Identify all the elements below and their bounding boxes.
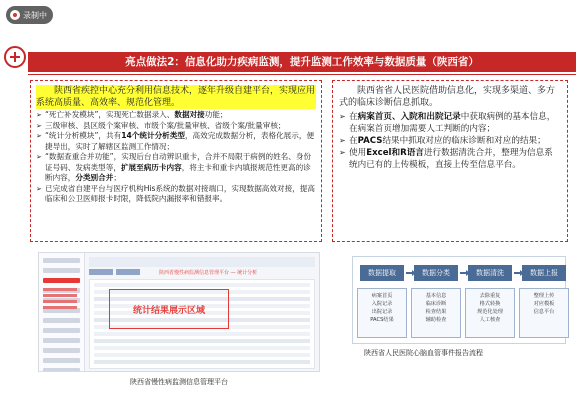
list-item: ➢ “死亡补发模块”，实现死亡数据录入、数据对接功能； xyxy=(36,110,316,121)
flow-column-3: 去除重复 格式转换 规范化处理 人工核查 xyxy=(465,288,515,338)
left-bullet-list xyxy=(36,110,316,205)
cdc-logo xyxy=(4,46,26,68)
list-item: ➢ 使用Excel和R语言进行数据清洗合并，整理为信息系统内已有的上传模板，直接上传至信息平台。 xyxy=(339,147,561,171)
list-item: ➢ 在病案首页、入院和出院记录中获取病例的基本信息，在病案首页增加需要人工判断的内容； xyxy=(339,111,561,135)
flow-column-4: 整理上传 对应模板 信息平台 xyxy=(519,288,569,338)
flow-column-2: 基本信息 临床诊断 检查结果 辅助检查 xyxy=(411,288,461,338)
recording-label: 录制中 xyxy=(23,10,47,20)
screenshot-tabs xyxy=(89,269,140,275)
flow-step-3: 数据清洗 xyxy=(468,265,512,281)
slide-title: 亮点做法2：信息化助力疾病监测，提升监测工作效率与数据质量（陕西省） xyxy=(28,52,576,72)
list-item: ➢ “数据查重合并功能”，实现后台自动辨识重卡，合并不局限于病例的姓名、身份证号码、发病类型等，扩展至病历卡内容，将主卡和重卡内填报规范性更高的诊断内容，分类别合并； xyxy=(36,152,316,184)
list-item: ➢ 在PACS结果中抓取对应的临床诊断和对应的结果； xyxy=(339,135,561,147)
platform-screenshot xyxy=(38,252,320,372)
flow-step-2: 数据分类 xyxy=(414,265,458,281)
caption-left: 陕西省慢性病监测信息管理平台 xyxy=(130,378,228,386)
screenshot-header-text: 陕西省慢性病监测信息管理平台 — 统计分析 xyxy=(159,270,258,276)
left-intro: 陕西省疾控中心充分利用信息技术，逐年升级自建平台，实现应用系统高质量、高效率、规范化管理。 xyxy=(36,86,316,108)
flow-step-4: 数据上报 xyxy=(522,265,566,281)
record-icon xyxy=(10,10,20,20)
list-item: ➢ 三级审核、县区级个案审核、市级个案/批量审核、省级个案/批量审核； xyxy=(36,121,316,132)
right-bullet-list xyxy=(339,111,561,171)
left-text-box xyxy=(30,80,322,242)
screenshot-header-bar xyxy=(89,257,315,267)
right-text-box xyxy=(332,80,568,242)
screenshot-overlay: 统计结果展示区域 xyxy=(109,289,229,329)
title-underline xyxy=(28,74,576,75)
caption-right: 陕西省人民医院心脑血管事件报告流程 xyxy=(364,349,483,357)
screenshot-sidebar xyxy=(39,253,85,372)
flow-step-1: 数据提取 xyxy=(360,265,404,281)
cross-icon xyxy=(10,52,20,62)
recording-indicator[interactable] xyxy=(6,6,53,24)
list-item: ➢ 已完成省自建平台与医疗机构His系统的数据对接端口，实现数据高效对接，提高临床和公卫医师报卡时限，降低院内漏报率和错报率。 xyxy=(36,184,316,205)
flow-column-1: 病案首页 入院记录 出院记录 PACS结果 xyxy=(357,288,407,338)
right-intro: 陕西省省人民医院借助信息化，实现多渠道、多方式的临床诊断信息抓取。 xyxy=(339,86,556,108)
list-item: ➢ “统计分析模块”，共有14个统计分析类型，高效完成数据分析，表格化展示，便捷导出，实时了解辖区监测工作情况； xyxy=(36,131,316,152)
screenshot-menu-highlight xyxy=(43,285,87,309)
